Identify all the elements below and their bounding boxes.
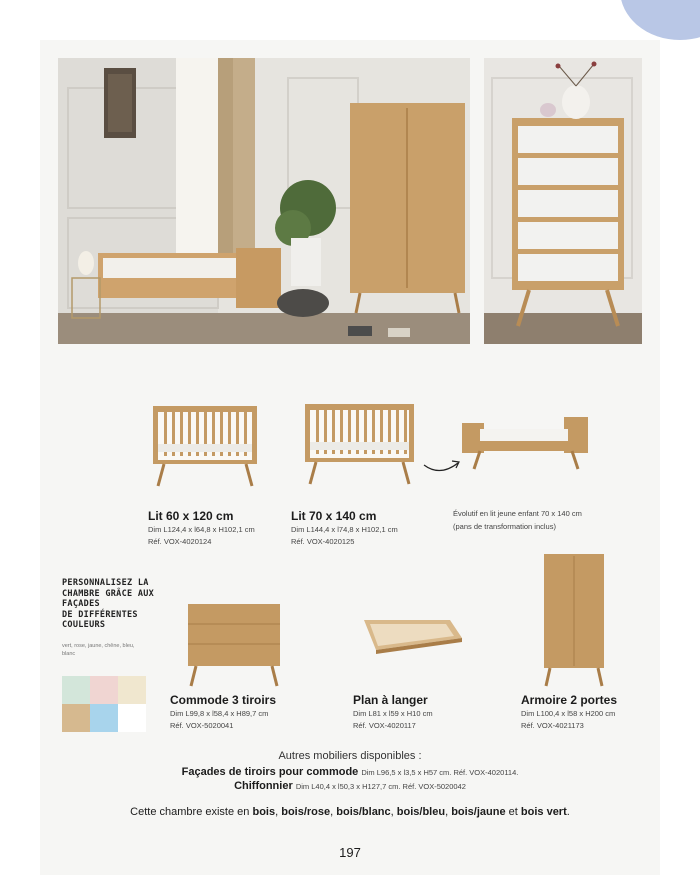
commode-image	[186, 600, 282, 688]
finish-sep: ,	[390, 806, 397, 818]
finish-item: bois/jaune	[451, 806, 506, 818]
product-name-plan-a-langer: Plan à langer	[353, 693, 428, 707]
other-line2-details: Dim L40,4 x l50,3 x H127,7 cm. Réf. VOX-5020042	[295, 782, 466, 791]
changing-plan-image	[354, 616, 464, 656]
finish-item: bois/blanc	[336, 806, 391, 818]
finish-sep: ,	[445, 806, 452, 818]
finishes-end: .	[566, 806, 570, 818]
finish-item: bois/rose	[281, 806, 331, 818]
customize-colors-line1: vert, rose, jaune, chêne, bleu,	[62, 643, 135, 649]
product-name-armoire: Armoire 2 portes	[521, 693, 618, 707]
color-swatches	[62, 676, 146, 732]
evolutif-note-line2: (pans de transformation inclus)	[453, 522, 556, 531]
color-swatch	[62, 676, 90, 704]
finishes-prefix: Cette chambre existe en	[130, 806, 250, 818]
customize-title-line: PERSONNALISEZ LA	[62, 578, 149, 588]
product-ref-lit-70x140: Réf. VOX-4020125	[291, 537, 355, 546]
color-swatch	[62, 704, 90, 732]
color-swatch	[90, 676, 118, 704]
product-dim-lit-70x140: Dim L144,4 x l74,8 x H102,1 cm	[291, 525, 398, 534]
other-line1-details: Dim L96,5 x l3,5 x H57 cm. Réf. VOX-4020114.	[361, 768, 519, 777]
other-line2-name: Chiffonnier	[234, 780, 293, 792]
customize-title-line: DE DIFFÉRENTES	[62, 609, 138, 620]
product-ref-lit-60x120: Réf. VOX-4020124	[148, 537, 212, 546]
product-dim-plan-a-langer: Dim L81 x l59 x H10 cm	[353, 709, 433, 718]
finishes-conj: et	[508, 806, 518, 818]
color-swatch	[118, 704, 146, 732]
wardrobe-image	[540, 552, 608, 688]
crib-60x120-image	[150, 400, 260, 490]
product-ref-plan-a-langer: Réf. VOX-4020117	[353, 721, 416, 730]
finishes-sentence	[0, 806, 700, 818]
evolutif-note-line1: Évolutif en lit jeune enfant 70 x 140 cm	[453, 509, 582, 518]
dresser-photo	[484, 58, 642, 344]
product-name-lit-70x140: Lit 70 x 140 cm	[291, 509, 377, 523]
product-dim-lit-60x120: Dim L124,4 x l64,8 x H102,1 cm	[148, 525, 255, 534]
finish-sep: ,	[275, 806, 282, 818]
finish-item: bois	[252, 806, 276, 818]
product-ref-armoire: Réf. VOX-4021173	[521, 721, 584, 730]
customize-title	[62, 578, 154, 631]
other-line1-name: Façades de tiroirs pour commode	[181, 766, 359, 778]
product-name-commode: Commode 3 tiroirs	[170, 693, 277, 707]
finish-item-last: bois vert	[520, 806, 567, 818]
customize-colors-list	[62, 642, 152, 658]
product-dim-commode: Dim L99,8 x l58,4 x H89,7 cm	[170, 709, 269, 718]
junior-bed-image	[460, 415, 590, 475]
product-ref-commode: Réf. VOX-5020041	[170, 721, 234, 730]
finish-sep: ,	[330, 806, 337, 818]
customize-title-line: FAÇADES	[62, 599, 100, 609]
customize-colors-line2: blanc	[62, 651, 76, 657]
customize-title-line: CHAMBRE GRÂCE AUX	[62, 588, 155, 599]
room-photo	[58, 58, 470, 344]
transform-arrow-icon	[420, 455, 464, 477]
page-number: 197	[339, 845, 361, 860]
crib-70x140-image	[302, 400, 417, 490]
other-furniture-line-2	[0, 780, 700, 792]
other-furniture-title: Autres mobiliers disponibles :	[278, 750, 422, 762]
finish-item: bois/bleu	[396, 806, 446, 818]
product-name-lit-60x120: Lit 60 x 120 cm	[148, 509, 234, 523]
color-swatch	[90, 704, 118, 732]
other-furniture-line-1	[0, 766, 700, 778]
corner-decoration	[620, 0, 700, 40]
color-swatch	[118, 676, 146, 704]
customize-title-line: COULEURS	[62, 620, 106, 630]
product-dim-armoire: Dim L100,4 x l58 x H200 cm	[521, 709, 616, 718]
